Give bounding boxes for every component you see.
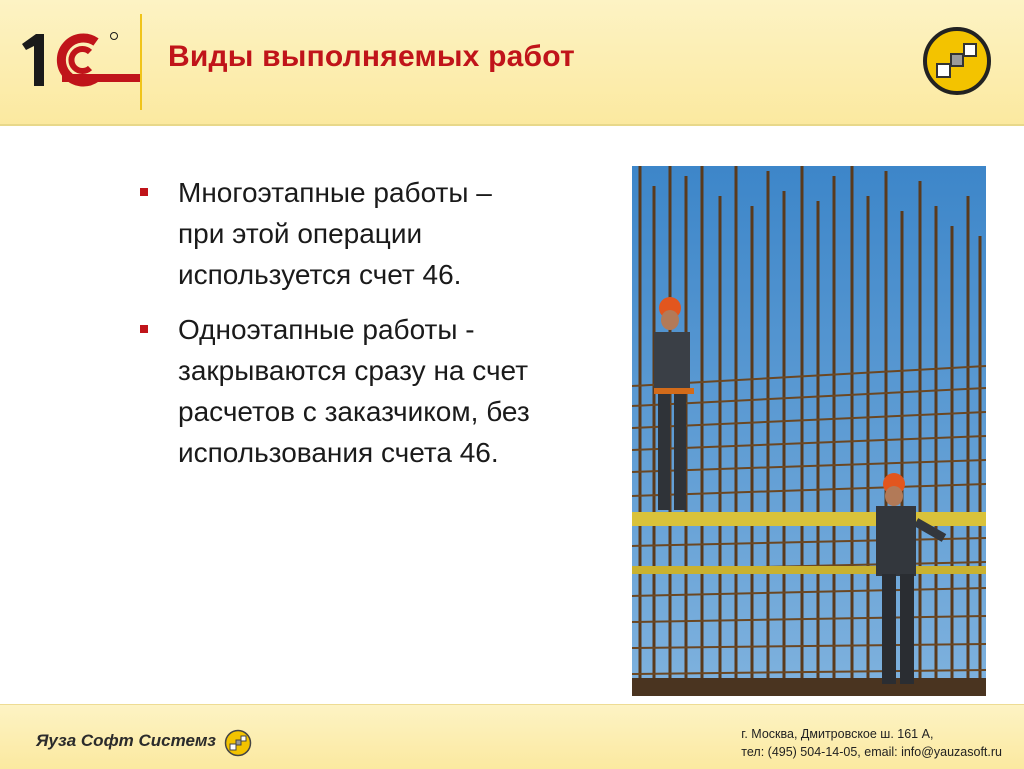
bullet-marker	[140, 325, 148, 333]
contact-address	[741, 725, 1002, 761]
bullet-item	[140, 172, 610, 295]
bullet-marker	[140, 188, 148, 196]
bullet-text-multistage: Многоэтапные работы – при этой операции используется счет 46.	[178, 177, 492, 290]
company-name: Яуза Софт Системз	[36, 731, 216, 750]
phone-email-line: тел: (495) 504-14-05, email: info@yauzasoft.ru	[741, 745, 1002, 759]
construction-workers-rebar-photo	[632, 166, 986, 696]
bullet-list	[140, 172, 610, 487]
bullet-text-singlestage: Одноэтапные работы - закрываются сразу на счет расчетов с заказчиком, без использования счета 46.	[178, 314, 530, 468]
yauza-soft-logo-icon	[922, 26, 992, 96]
header-divider	[140, 14, 142, 110]
address-line: г. Москва, Дмитровское ш. 161 А,	[741, 727, 934, 741]
page-title: Виды выполняемых работ	[168, 40, 575, 73]
slide-footer	[0, 704, 1024, 769]
1c-logo-icon	[18, 28, 142, 94]
slide-header	[0, 0, 1024, 126]
bullet-item	[140, 309, 610, 473]
yauza-soft-small-logo-icon	[224, 729, 252, 757]
